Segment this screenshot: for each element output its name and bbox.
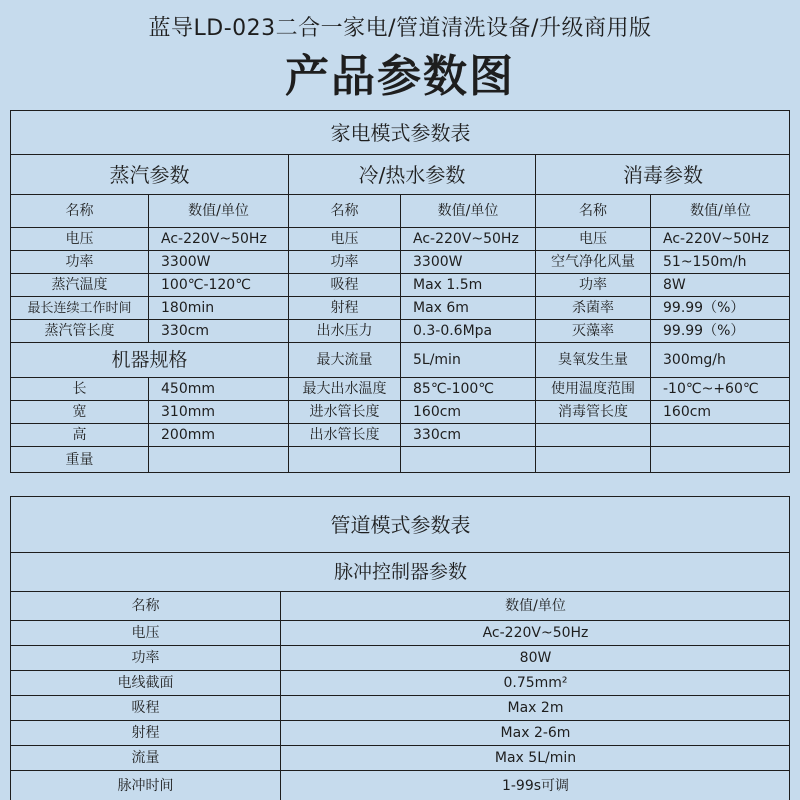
water-row-value: 0.3-0.6Mpa <box>401 320 536 343</box>
water-row-value: 330cm <box>401 424 536 447</box>
machine-row-name: 高 <box>11 424 149 447</box>
disinfect-row-value: 51~150m/h <box>651 251 790 274</box>
disinfect-row-value: 99.99（%） <box>651 297 790 320</box>
disinfect-row-name: 电压 <box>536 228 651 251</box>
pipe-table-subtitle: 脉冲控制器参数 <box>11 553 790 592</box>
disinfect-row-name: 杀菌率 <box>536 297 651 320</box>
machine-row-name: 宽 <box>11 401 149 424</box>
steam-row-name: 电压 <box>11 228 149 251</box>
machine-row-name: 重量 <box>11 447 149 473</box>
disinfect-col-value: 数值/单位 <box>651 195 790 228</box>
disinfect-row-name: 功率 <box>536 274 651 297</box>
disinfect-row-value <box>651 447 790 473</box>
machine-row-value: 450mm <box>149 378 289 401</box>
pipe-row-name: 流量 <box>11 746 281 771</box>
machine-row-value: 200mm <box>149 424 289 447</box>
water-row-name: 出水管长度 <box>289 424 401 447</box>
home-table-title: 家电模式参数表 <box>11 111 790 155</box>
machine-row-name: 长 <box>11 378 149 401</box>
disinfect-row-name: 灭藻率 <box>536 320 651 343</box>
steam-col-name: 名称 <box>11 195 149 228</box>
pipe-row-value: 1-99s可调 <box>281 771 790 800</box>
disinfect-row-value: 160cm <box>651 401 790 424</box>
water-row-name: 功率 <box>289 251 401 274</box>
steam-col-value: 数值/单位 <box>149 195 289 228</box>
disinfect-row-name: 空气净化风量 <box>536 251 651 274</box>
disinfect-row-value: 8W <box>651 274 790 297</box>
water-row-name: 进水管长度 <box>289 401 401 424</box>
pipe-row-name: 吸程 <box>11 696 281 721</box>
disinfect-row-name: 消毒管长度 <box>536 401 651 424</box>
pipe-row-name: 射程 <box>11 721 281 746</box>
disinfect-row-name: 臭氧发生量 <box>536 343 651 378</box>
pipe-table-title: 管道模式参数表 <box>11 497 790 553</box>
water-row-name: 出水压力 <box>289 320 401 343</box>
steam-row-name: 最长连续工作时间 <box>11 297 149 320</box>
disinfect-row-name <box>536 424 651 447</box>
water-row-value: 3300W <box>401 251 536 274</box>
water-row-name: 射程 <box>289 297 401 320</box>
steam-row-name: 蒸汽温度 <box>11 274 149 297</box>
disinfect-row-value: -10℃~+60℃ <box>651 378 790 401</box>
pipe-row-value: Max 5L/min <box>281 746 790 771</box>
steam-section-title: 蒸汽参数 <box>11 155 289 195</box>
machine-section-title: 机器规格 <box>11 343 289 378</box>
disinfect-row-value <box>651 424 790 447</box>
pipe-row-value: Max 2-6m <box>281 721 790 746</box>
pipe-row-value: Ac-220V~50Hz <box>281 621 790 646</box>
steam-row-name: 蒸汽管长度 <box>11 320 149 343</box>
steam-row-name: 功率 <box>11 251 149 274</box>
water-row-value: Max 1.5m <box>401 274 536 297</box>
pipe-row-name: 电压 <box>11 621 281 646</box>
disinfect-row-name <box>536 447 651 473</box>
water-row-value: 5L/min <box>401 343 536 378</box>
water-row-value: Max 6m <box>401 297 536 320</box>
disinfect-col-name: 名称 <box>536 195 651 228</box>
machine-row-value <box>149 447 289 473</box>
pipe-row-value: Max 2m <box>281 696 790 721</box>
disinfect-row-value: 300mg/h <box>651 343 790 378</box>
water-row-name: 吸程 <box>289 274 401 297</box>
pipe-mode-table <box>10 496 790 800</box>
disinfect-row-value: 99.99（%） <box>651 320 790 343</box>
page-title: 产品参数图 <box>285 51 515 102</box>
water-row-name: 电压 <box>289 228 401 251</box>
water-row-name: 最大流量 <box>289 343 401 378</box>
home-mode-table <box>10 110 790 473</box>
water-row-value <box>401 447 536 473</box>
steam-row-value: 330cm <box>149 320 289 343</box>
steam-row-value: 3300W <box>149 251 289 274</box>
water-row-value: 85℃-100℃ <box>401 378 536 401</box>
water-col-value: 数值/单位 <box>401 195 536 228</box>
pipe-col-name: 名称 <box>11 592 281 621</box>
water-row-value: Ac-220V~50Hz <box>401 228 536 251</box>
disinfect-section-title: 消毒参数 <box>536 155 790 195</box>
pipe-row-value: 0.75mm² <box>281 671 790 696</box>
product-subtitle: 蓝导LD-023二合一家电/管道清洗设备/升级商用版 <box>148 16 652 41</box>
water-section-title: 冷/热水参数 <box>289 155 536 195</box>
steam-row-value: 180min <box>149 297 289 320</box>
disinfect-row-value: Ac-220V~50Hz <box>651 228 790 251</box>
pipe-row-name: 功率 <box>11 646 281 671</box>
water-row-value: 160cm <box>401 401 536 424</box>
water-row-name: 最大出水温度 <box>289 378 401 401</box>
pipe-row-name: 电线截面 <box>11 671 281 696</box>
pipe-col-value: 数值/单位 <box>281 592 790 621</box>
water-row-name <box>289 447 401 473</box>
water-col-name: 名称 <box>289 195 401 228</box>
pipe-row-name: 脉冲时间 <box>11 771 281 800</box>
steam-row-value: 100℃-120℃ <box>149 274 289 297</box>
disinfect-row-name: 使用温度范围 <box>536 378 651 401</box>
machine-row-value: 310mm <box>149 401 289 424</box>
pipe-row-value: 80W <box>281 646 790 671</box>
steam-row-value: Ac-220V~50Hz <box>149 228 289 251</box>
